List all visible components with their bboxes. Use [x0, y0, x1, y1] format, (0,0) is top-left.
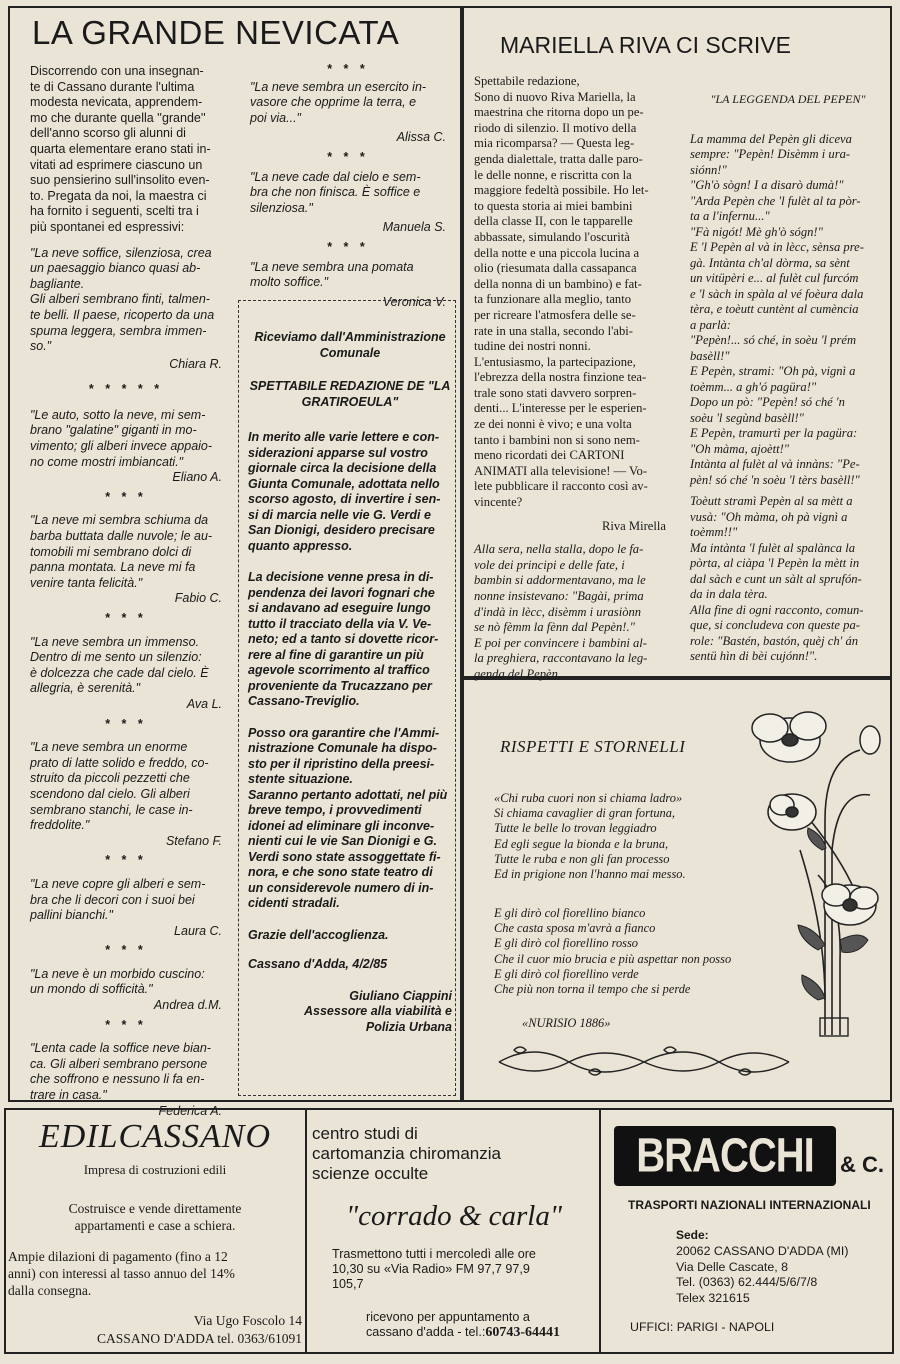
comune-date: Cassano d'Adda, 4/2/85 — [248, 957, 388, 971]
separator-stars: * * * — [105, 716, 147, 731]
ads-divider — [305, 1108, 307, 1354]
edil-name: EDILCASSANO — [39, 1118, 271, 1155]
centro-tel: 60743-64441 — [485, 1325, 560, 1340]
comune-paragraph: La decisione venne presa in di- pendenza dei lavori fognari che si andavano ad eseguire lungo tutto il tracciato della via V. Ve- neto; ed a tanto si dovette ricor- rere al fine di garantire un più agevole scorrimento al traffico proveniente da Trucazzano per Cassano-Treviglio. — [248, 570, 439, 708]
separator-stars: * * * — [105, 1017, 147, 1032]
quote-text: "La neve sembra una pomata molto soffice." — [250, 259, 414, 290]
nevicata-mid-column — [250, 62, 446, 310]
edil-desc: Costruisce e vende direttamente appartamenti e case a schiera. — [68, 1201, 242, 1233]
bracchi-logo-text: BRACCHI — [636, 1129, 814, 1182]
centro-appointment — [312, 1310, 596, 1340]
legend-title: "LA LEGGENDA DEL PEPEN" — [710, 92, 866, 106]
separator-stars: * * * — [105, 489, 147, 504]
centro-name: "corrado & carla" — [345, 1200, 563, 1232]
comune-paragraph: In merito alle varie lettere e con- siderazioni apparse sul vostro giornale circa la decisione della Giunta Comunale, adottata nello scorso agosto, di invertire i sen- si di marcia nelle vie G. Verdi e San Dionigi, desidero precisare quanto appresso. — [248, 430, 441, 553]
quote-author: Alissa C. — [396, 130, 446, 145]
quote-text: "La neve copre gli alberi e sem- bra che li decori con i suoi bei pallini bianchi." — [30, 876, 206, 923]
poppy-illustration — [730, 700, 890, 1040]
stornelli-stanza: «Chi ruba cuori non si chiama ladro» Si chiama cavaglier di gran fortuna, Tutte le belle lo trovan leggiadro Ed egli segue la bionda e la bruna, Tutte le ruba e non gli fan processo Ed in prigione non l'hanno mai messo. — [494, 791, 686, 882]
separator-stars: * * * — [105, 611, 147, 625]
edil-address: Via Ugo Foscolo 14 — [193, 1313, 302, 1328]
quote-author: Stefano F. — [165, 833, 222, 848]
quote-author: Federica A. — [158, 1103, 222, 1118]
ad-bracchi — [604, 1118, 890, 1350]
mariella-signature: Riva Mirella — [601, 518, 666, 533]
legend-paragraph: La mamma del Pepèn gli diceva sempre: "Pepèn! Disèmm i ura- siónn!" "Gh'ò sògn! I a disarò dumà!" "Arda Pepèn che 'l fulèt al ta pòr- ta a l'infernu..." "Fà nigót! Mè gh'ò sógn!" E 'l Pepèn al và in lècc, sènsa pre- gà. Intànta ch'al dòrma, sa sènt un vitüpèri e... al fulèt cul furcóm e 'l sàch in spàla al vé foèura dala tèra, e toèutt cuntènt al cumència a parlà: "Pepèn!... só ché, in soèu 'l prém basèll!" E Pepèn, strami: "Oh pà, vignì a toèmm... a gh'ó pagüra!" Dopo un pò: "Pepèn! só ché 'n soèu 'l segùnd basèll!" E Pepèn, tramurtì per la pagüra: "Oh màma, ajoètt!" Intànta al fulèt al và innàns: "Pe- pèn! só ché 'n soèu 'l tèrs basèll!" — [690, 131, 864, 487]
bracchi-amp: & C. — [840, 1152, 884, 1177]
quote-text: "La neve sembra un immenso. Dentro di me sento un silenzio: è dolcezza che cade dal cielo. È allegria, è serenità." — [30, 634, 209, 696]
quote-author: Eliano A. — [172, 470, 222, 485]
nevicata-left-column — [30, 64, 222, 1119]
mariella-title: MARIELLA RIVA CI SCRIVE — [500, 32, 792, 58]
mariella-right-column — [690, 92, 886, 665]
quote-text: "La neve cade dal cielo e sem- bra che non finisca. È soffice e silenziosa." — [250, 169, 421, 215]
ad-edilcassano — [8, 1118, 302, 1350]
separator-stars: * * * — [327, 62, 369, 76]
quote-author: Veronica V. — [382, 294, 446, 309]
quote-text: "La neve sembra un esercito in- vasore che opprime la terra, e poi via..." — [250, 79, 427, 125]
bracchi-sede: 20062 CASSANO D'ADDA (MI) Via Delle Cascate, 8 Tel. (0363) 62.444/5/6/7/8 Telex 321615 — [676, 1244, 849, 1305]
nevicata-title: LA GRANDE NEVICATA — [32, 14, 400, 51]
mariella-left-column — [474, 74, 666, 683]
stornelli-title: RISPETTI E STORNELLI — [500, 737, 686, 756]
quote-author: Andrea d.M. — [153, 998, 222, 1013]
mariella-letter: Spettabile redazione, Sono di nuovo Riva Mariella, la maestrina che ritorna dopo un pe- riodo di silenzio. Il motivo della mia ricomparsa? — Questa leg- genda dialettale, tratta dalle paro- le delle nonne, e riscritta con la maggiore fedeltà possibile. Ho let- to questa storia ai miei bambini della classe II, con le tapparelle abbassate, simulando l'oscurità della notte e una piccola lucina a olio (riesumata dalla cassapanca della nonna di un bambino) e fat- ta funzionare alla meglio, tanto per ricreare l'atmosfera delle se- rate in una stalla, secondo l'abi- tudine dei nostri nonni. L'entusiasmo, la partecipazione, l'ebrezza della nostra finzione tea- trale sono stati davvero sorpren- denti... L'interesse per le esperien- ze dei nonni è vivo; e una volta tanto i bambini non si sono nem- meno ricordati dei CARTONI ANIMATI alla televisione! — Vo- lete pubblicare il racconto così av- vincente? — [474, 74, 649, 510]
separator-stars: * * * — [105, 853, 147, 868]
quote-author: Laura C. — [174, 923, 222, 938]
comune-thanks: Grazie dell'accoglienza. — [248, 927, 389, 942]
comune-heading: Riceviamo dall'Amministrazione Comunale — [254, 330, 446, 360]
stornelli-stanza: E gli dirò col fiorellino bianco Che casta sposa m'avrà a fianco E gli dirò col fiorellino rosso Che il cuor mio brucia e più aspettar non posso E gli dirò col fiorellino verde Che più non torna il tempo che si perde — [494, 906, 732, 997]
edil-terms: Ampie dilazioni di pagamento (fino a 12 anni) con interessi al tasso annuo del 14% dalla consegna. — [8, 1249, 235, 1298]
quote-text: "La neve è un morbido cuscino: un mondo di sofficità." — [30, 966, 205, 997]
comune-signature: Giuliano Ciappini Assessore alla viabilità e Polizia Urbana — [303, 988, 452, 1034]
separator-stars: * * * — [327, 149, 369, 164]
quote-author: Ava L. — [186, 696, 222, 711]
separator-stars: * * * — [105, 943, 147, 958]
stornelli-source: «NURISIO 1886» — [522, 1016, 611, 1030]
floral-border-ornament — [494, 1042, 794, 1082]
quote-author: Manuela S. — [382, 220, 446, 235]
quote-text: "Lenta cade la soffice neve bian- ca. Gli alberi sembrano persone che soffrono e nessuno li fa en- trare in casa." — [30, 1041, 211, 1103]
comune-paragraph: Posso ora garantire che l'Ammi- nistrazione Comunale ha dispo- sto per il ripristino della preesi- stente situazione. Saranno pertanto adottati, nel più breve tempo, i provvedimenti idonei ad eliminare gli inconve- nienti cui le vie San Dionigi e G. Verdi sono state assoggettate fi- nora, e che sono state teatro di un considerevole numero di in- cidenti stradali. — [248, 725, 448, 910]
bracchi-logo-row — [604, 1118, 890, 1192]
separator-stars: * * * — [327, 239, 369, 254]
centro-radio: Trasmettono tutti i mercoledì alle ore 10,30 su «Via Radio» FM 97,7 97,9 105,7 — [332, 1247, 536, 1291]
centro-appt-text: ricevono per appuntamento a cassano d'adda - tel.: — [366, 1310, 530, 1339]
quote-text: "Le auto, sotto la neve, mi sem- brano "galatine" giganti in mo- vimento; gli alberi invece appaio- no come mostri imbiancati." — [30, 407, 213, 469]
ads-divider — [599, 1108, 601, 1354]
comune-redazione: SPETTABILE REDAZIONE DE "LA GRATIROEULA" — [249, 379, 451, 409]
quote-author: Chiara R. — [169, 356, 222, 371]
centro-head: centro studi di cartomanzia chiromanzia scienze occulte — [312, 1124, 501, 1183]
comune-content — [248, 330, 452, 1035]
mariella-intro-story: Alla sera, nella stalla, dopo le fa- vole dei principi e delle fate, i bambin si addormentavano, ma le nonne insistevano: "Bagài, prima d'indà in lècc, disèmm i urasiònn se nò fèmm la fènn dal Pepèn!." E poi per convincere i bambini al- la preghiera, raccontavano la leg- genda del Pepèn. — [474, 542, 648, 681]
quote-text: "La neve sembra un enorme prato di latte solido e freddo, co- struito da piccoli pezzetti che scendono dal cielo. Gli alberi sembrano stanchi, le case in- freddolite." — [30, 740, 209, 833]
bracchi-sede-label: Sede: — [676, 1228, 709, 1242]
quote-text: "La neve soffice, silenziosa, crea un paesaggio bianco quasi ab- bagliante. Gli alberi sembrano finti, talmen- te belli. Il paese, ricoperto da una spuma leggera, sembra immen- so." — [30, 245, 215, 354]
bracchi-tagline: TRASPORTI NAZIONALI INTERNAZIONALI — [628, 1198, 871, 1212]
bracchi-logo — [614, 1126, 836, 1186]
edil-city: CASSANO D'ADDA tel. 0363/61091 — [97, 1331, 302, 1346]
bracchi-uffici: UFFICI: PARIGI - NAPOLI — [630, 1320, 775, 1334]
legend-paragraph: Toèutt stramì Pepèn al sa mètt a vusà: "Oh màma, oh pà vignì a toèmm!!" Ma intànta 'l fulèt al spalànca la pòrta, al ciàpa 'l Pepèn la mètt in dal sàch e cunt un sàlt al sprufón- da in dala tèra. Alla fine di ogni racconto, comun- que, si concludeva con queste pa- role: "Bastén, bastón, quèj ch' án sentü hìn di bèi cujónn!". — [690, 494, 864, 663]
nevicata-intro: Discorrendo con una insegnan- te di Cassano durante l'ultima modesta nevicata, apprendem- mo che durante quella ''grande'' dell'anno scorso gli alunni di quarta elementare erano stati in- vitati ad esprimere ciascuno un suo pensierino sull'insolito even- to. Pregata da noi, la maestra ci ha fornito i seguenti, scelti tra i più spontanei ed espressivi: — [30, 64, 211, 234]
ad-centro-studi — [312, 1124, 596, 1350]
quote-text: "La neve mi sembra schiuma da barba buttata dalle nuvole; le au- tomobili mi sembrano dolci di panna montata. La neve mi fa venire tanta felicità." — [30, 513, 213, 590]
edil-sub: Impresa di costruzioni edili — [83, 1162, 227, 1177]
quote-author: Fabio C. — [174, 591, 222, 606]
separator-stars: * * * * * — [88, 382, 164, 397]
